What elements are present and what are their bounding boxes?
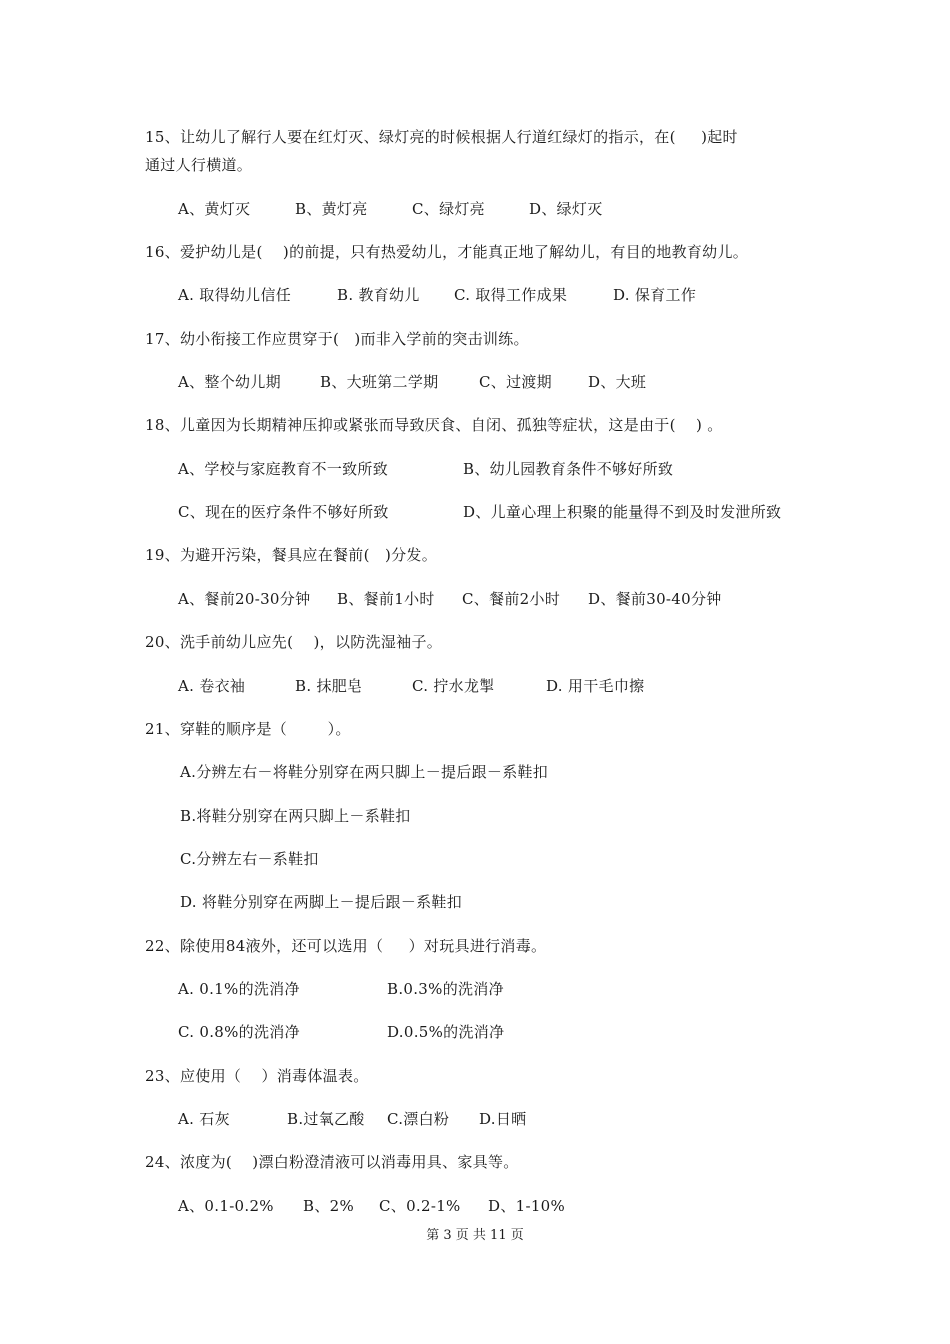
question-19-option-b: B、餐前1小时 (337, 590, 435, 608)
question-18-stem: 18、儿童因为长期精神压抑或紧张而导致厌食、自闭、孤独等症状，这是由于( ) 。 (145, 416, 723, 434)
question-22-option-d: D.0.5%的洗消净 (387, 1023, 505, 1041)
question-15-option-d: D、绿灯灭 (529, 200, 603, 218)
question-19-option-a: A、餐前20-30分钟 (178, 590, 311, 608)
question-21-option-c: C.分辨左右－系鞋扣 (180, 850, 319, 868)
question-16-option-d: D. 保育工作 (613, 286, 697, 304)
question-15-option-b: B、黄灯亮 (295, 200, 368, 218)
question-18-option-a: A、学校与家庭教育不一致所致 (178, 460, 389, 478)
question-19-stem: 19、为避开污染，餐具应在餐前( )分发。 (145, 546, 437, 564)
question-15-stem-line1: 15、让幼儿了解行人要在红灯灭、绿灯亮的时候根据人行道红绿灯的指示，在( )起时 (145, 128, 738, 146)
question-17-option-b: B、大班第二学期 (320, 373, 439, 391)
question-18-option-b: B、幼儿园教育条件不够好所致 (463, 460, 674, 478)
question-16-option-c: C. 取得工作成果 (454, 286, 568, 304)
question-20-option-a: A. 卷衣袖 (178, 677, 246, 695)
question-18-option-c: C、现在的医疗条件不够好所致 (178, 503, 389, 521)
question-21-option-d: D. 将鞋分别穿在两脚上－提后跟－系鞋扣 (180, 893, 463, 911)
question-21-option-a: A.分辨左右－将鞋分别穿在两只脚上－提后跟－系鞋扣 (180, 763, 549, 781)
question-19-option-c: C、餐前2小时 (462, 590, 561, 608)
question-17-option-a: A、整个幼儿期 (178, 373, 281, 391)
question-20-option-d: D. 用干毛巾擦 (546, 677, 645, 695)
question-23-stem: 23、应使用（ ）消毒体温表。 (145, 1067, 369, 1085)
question-24-option-b: B、2% (303, 1197, 355, 1215)
question-16-option-b: B. 教育幼儿 (337, 286, 420, 304)
question-18-option-d: D、儿童心理上积聚的能量得不到及时发泄所致 (463, 503, 782, 521)
question-16-option-a: A. 取得幼儿信任 (178, 286, 292, 304)
question-15-option-c: C、绿灯亮 (412, 200, 485, 218)
question-22-option-b: B.0.3%的洗消净 (387, 980, 504, 998)
question-21-stem: 21、穿鞋的顺序是（ ）。 (145, 720, 351, 738)
question-17-stem: 17、幼小衔接工作应贯穿于( )而非入学前的突击训练。 (145, 330, 529, 348)
question-23-option-c: C.漂白粉 (387, 1110, 450, 1128)
question-20-option-b: B. 抹肥皂 (295, 677, 363, 695)
question-17-option-c: C、过渡期 (479, 373, 552, 391)
question-24-option-c: C、0.2-1% (379, 1197, 461, 1215)
question-23-option-b: B.过氧乙酸 (287, 1110, 365, 1128)
page-number-footer: 第 3 页 共 11 页 (426, 1228, 524, 1243)
question-23-option-d: D.日晒 (479, 1110, 527, 1128)
question-20-stem: 20、洗手前幼儿应先( )，以防洗湿袖子。 (145, 633, 443, 651)
question-24-stem: 24、浓度为( )漂白粉澄清液可以消毒用具、家具等。 (145, 1153, 519, 1171)
question-24-option-d: D、1-10% (488, 1197, 566, 1215)
question-24-option-a: A、0.1-0.2% (178, 1197, 274, 1215)
question-22-option-c: C. 0.8%的洗消净 (178, 1023, 300, 1041)
question-15-option-a: A、黄灯灭 (178, 200, 251, 218)
question-23-option-a: A. 石灰 (178, 1110, 230, 1128)
question-22-stem: 22、除使用84液外，还可以选用（ ）对玩具进行消毒。 (145, 937, 547, 955)
question-21-option-b: B.将鞋分别穿在两只脚上－系鞋扣 (180, 807, 411, 825)
question-17-option-d: D、大班 (588, 373, 647, 391)
question-22-option-a: A. 0.1%的洗消净 (178, 980, 300, 998)
question-20-option-c: C. 拧水龙掣 (412, 677, 495, 695)
question-16-stem: 16、爱护幼儿是( )的前提，只有热爱幼儿，才能真正地了解幼儿，有目的地教育幼儿。 (145, 243, 749, 261)
question-15-stem-line2: 通过人行横道。 (145, 156, 253, 174)
question-19-option-d: D、餐前30-40分钟 (588, 590, 722, 608)
